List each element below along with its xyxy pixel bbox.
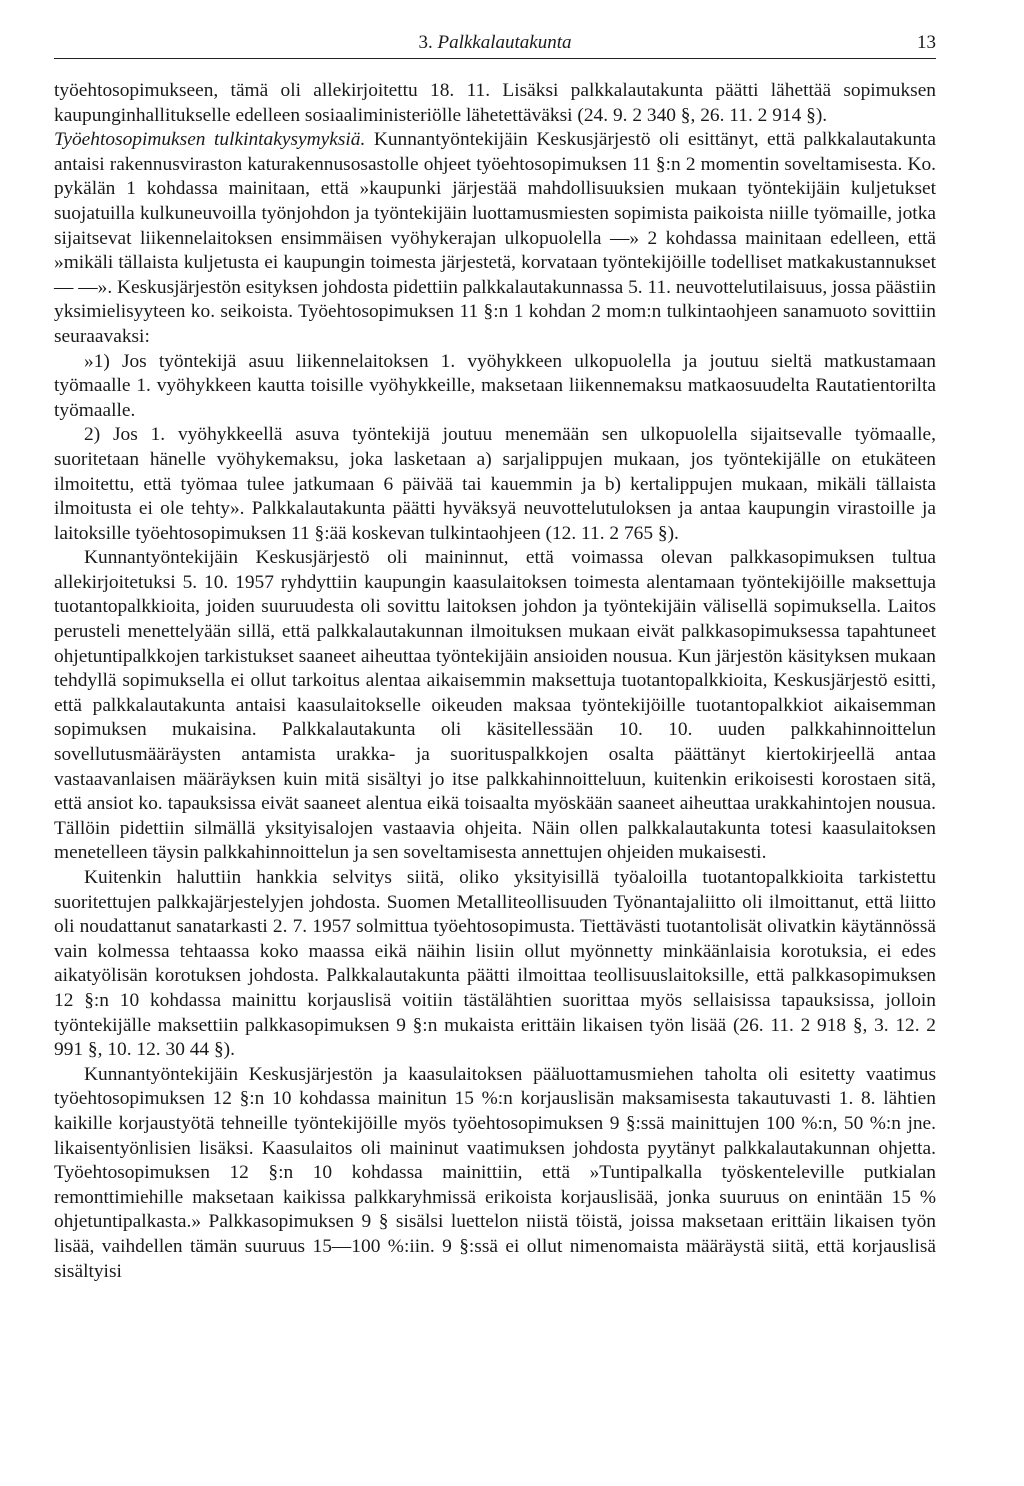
paragraph: »1) Jos työntekijä asuu liikennelaitoksen 1. vyöhykkeen ulkopuolella ja joutuu sieltä matkustamaan työmaalle 1. vyöhykkeen kautta toisille vyöhykkeille, maksetaan liikennemaksu matkaosuudelta Rautatientorilta työmaalle. [54,350,936,421]
paragraph: 2) Jos 1. vyöhykkeellä asuva työntekijä joutuu menemään sen ulkopuolella sijaitsevalle työmaalle, suoritetaan hänelle vyöhykemaksu, joka lasketaan a) sarjalippujen mukaan, jos työntekijälle on etukäteen ilmoitettu, että työmaa tulee jatkumaan 6 päivää tai kauemmin ja b) kertalippujen mukaan, mikäli tällaista ilmoitusta ei ole tehty». Palkkalautakunta päätti hyväksyä neuvottelutuloksen ja antaa kaupungin virastoille ja laitoksille työehtosopimuksen 11 §:ää koskevan tulkintaohjeen (12. 11. 2 765 §). [54,424,936,544]
page-number: 13 [917,32,936,53]
chapter-heading [54,32,936,54]
paragraph: Kunnantyöntekijäin Keskusjärjestön ja kaasulaitoksen pääluottamusmiehen taholta oli esitetty vaatimus työehtosopimuksen 12 §:n 10 kohdassa mainitun 15 %:n korjauslisän maksamisesta takautuvasti 1. 8. lähtien kaikille korjaustyötä tehneille työntekijöille myös työehtosopimuksen 9 §:ssä mainittujen 100 %:n, 50 %:n jne. likaisentyönlisien lisäksi. Kaasulaitos oli maininut vaatimuksen johdosta pyytänyt palkkalautakunnan ohjetta. Työehtosopimuksen 12 §:n 10 kohdassa mainittiin, että »Tuntipalkalla työskenteleville putkialan remonttimiehille maksetaan kaikissa palkkaryhmissä erikoista korjauslisää, jonka suuruus on enintään 15 % ohjetuntipalkasta.» Palkkasopimuksen 9 § sisälsi luettelon niistä töistä, joissa maksetaan erittäin likaisen työn lisää, vaihdellen tämän suuruus 15—100 %:iin. 9 §:ssä ei ollut nimenomaista määräystä siitä, että korjauslisä sisältyisi [54,1063,936,1282]
page-header [54,28,936,59]
body-text [54,79,936,1284]
chapter-number: 3. [418,32,433,53]
paragraph [54,128,936,349]
paragraph: Kunnantyöntekijäin Keskusjärjestö oli maininnut, että voimassa olevan palkkasopimuksen tultua allekirjoitetuksi 5. 10. 1957 ryhdyttiin kaupungin kaasulaitoksen toimesta alentamaan työntekijöille maksettuja tuotantopalkkioita, joiden suuruudesta oli sovittu laitoksen johdon ja työntekijäin välisellä sopimuksella. Laitos perusteli menettelyään sillä, että palkkalautakunnan ilmoituksen mukaan eivät palkkasopimuksessa tapahtuneet ohjetuntipalkkojen tarkistukset saaneet aiheuttaa työntekijäin ansioiden nousua. Kun järjestön käsityksen mukaan tehdyllä sopimuksella ei ollut tarkoitus alentaa aikaisemmin maksettuja tuotantopalkkioita, Keskusjärjestö esitti, että palkkalautakunta antaisi kaasulaitokselle oikeuden maksaa työntekijöille tuotantopalkkiot aikaisemman sopimuksen mukaisina. Palkkalautakunta oli käsitellessään 10. 10. uuden palkkahinnoittelun sovellutusmääräysten antamista urakka- ja suorituspalkkojen osalta päättänyt kiertokirjeellä antaa vastaavanlaisen määräyksen kuin mitä sisältyi jo itse palkkahinnoitteluun, kuitenkin erikoisesti korostaen sitä, että ansiot ko. tapauksissa eivät saaneet alentua eikä toisaalta myöskään saaneet aiheuttaa urakkahintojen nousua. Tällöin pidettiin silmällä yksityisalojen vastaavia ohjeita. Näin ollen palkkalautakunta totesi kaasulaitoksen menetelleen täysin palkkahinnoittelun ja sen soveltamisesta annettujen ohjeiden mukaisesti. [54,547,936,864]
section-run-in-heading: Työehtosopimuksen tulkintakysymyksiä. [54,129,366,151]
paragraph: työehtosopimukseen, tämä oli allekirjoitettu 18. 11. Lisäksi palkkalautakunta päätti lähettää sopimuksen kaupunginhallitukselle edelleen sosiaaliministeriölle lähetettäväksi (24. 9. 2 340 §, 26. 11. 2 914 §). [54,80,936,126]
chapter-title: Palkkalautakunta [437,32,572,53]
paragraph-text: Kunnantyöntekijäin Keskusjärjestö oli esittänyt, että palkkalautakunta antaisi rakennusviraston katurakennusosastolle ohjeet työehtosopimuksen 11 §:n 2 momentin soveltamisesta. Ko. pykälän 1 kohdassa mainitaan, että »kaupunki järjestää mahdollisuuksien mukaan työntekijäin kuljetukset suojatuilla kulkuneuvoilla työnjohdon ja työntekijäin luottamusmiesten sopimista paikoista niille työmaille, jotka sijaitsevat liikennelaitoksen ensimmäisen vyöhykerajan ulkopuolella —» 2 kohdassa mainitaan edelleen, että »mikäli tällaista kuljetusta ei kaupungin toimesta järjestetä, korvataan työntekijöille todelliset matkakustannukset — —». Keskusjärjestön esityksen johdosta pidettiin palkkalautakunnassa 5. 11. neuvottelutilaisuus, jossa päästiin yksimielisyyteen ko. seikoista. Työehtosopimuksen 11 §:n 1 kohdan 2 mom:n tulkintaohjeen sanamuoto sovittiin seuraavaksi: [54,129,937,347]
document-page [54,28,936,1284]
paragraph: Kuitenkin haluttiin hankkia selvitys siitä, oliko yksityisillä työaloilla tuotantopalkkioita tarkistettu suoritettujen palkkajärjestelyjen johdosta. Suomen Metalliteollisuuden Työnantajaliitto oli ilmoittanut, että liitto oli noudattanut sanatarkasti 2. 7. 1957 solmittua työehtosopimusta. Tiettävästi tuotantolisät olivatkin käytännössä vain kolmessa tehtaassa koko maassa eikä näihin lisiin ollut myönnetty minkäänlaisia korotuksia, ei edes aikatyölisän korotuksen johdosta. Palkkalautakunta päätti ilmoittaa teollisuuslaitoksille, että palkkasopimuksen 12 §:n 10 kohdassa mainittu korjauslisä voitiin tästälähtien suorittaa myös sellaisissa tapauksissa, jolloin työntekijälle maksettiin palkkasopimuksen 9 §:n mukaista erittäin likaisen työn lisää (26. 11. 2 918 §, 3. 12. 2 991 §, 10. 12. 30 44 §). [54,867,936,1061]
